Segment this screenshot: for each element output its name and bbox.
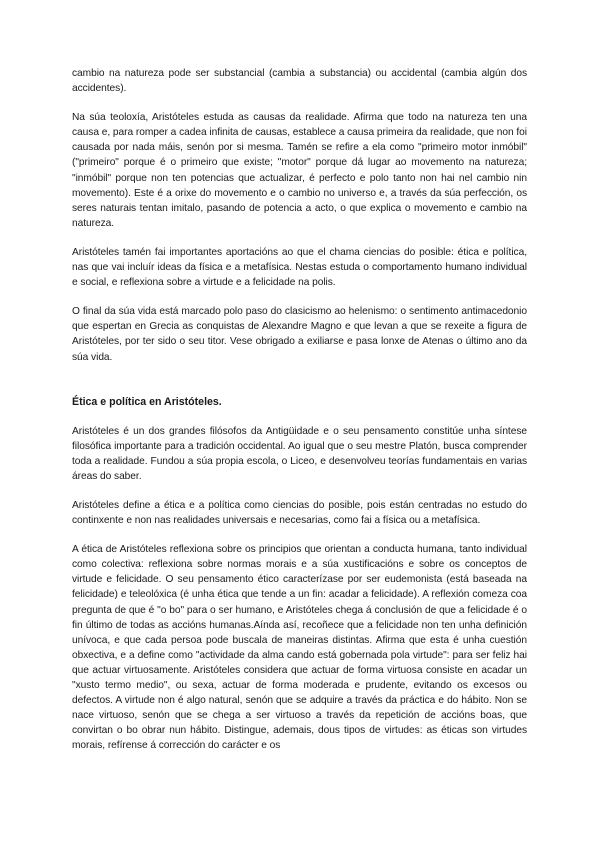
paragraph-ethics-of-aristotle: A ética de Aristóteles reflexiona sobre os principios que orientan a conducta humana, tanto individual como colectiva: reflexiona sobre normas morais e a súa xustificacións e sobre os conceptos de virtude e felicidade. O seu pensamento ético caracterízase por ser eudemonista (está baseada na felicidade) e teleolóxica (é unha ética que tende a un fin: acadar a felicidade). A reflexión comeza coa pregunta de que é "o bo" para o ser humano, e Aristóteles chega á conclusión de que a felicidade é o fin último de todas as accións humanas.Aínda así, recoñece que a felicidade non ten unha definición unívoca, e que cada persoa pode buscala de maneiras distintas. Afirma que esta é unha cuestión obxectiva, e a define como "actividade da alma cando está gobernada pola virtude": para ser feliz hai que actuar virtuosamente. Aristóteles considera que actuar de forma virtuosa consiste en acadar un "xusto termo medio", ou sexa, actuar de forma moderada e prudente, evitando os excesos ou defectos. A virtude non é algo natural, senón que se adquire a través da práctica e do hábito. Non se nace virtuoso, senón que se chega a ser virtuoso a través da repetición de accións boas, que convirtan o bo obrar nun hábito. Distingue, ademais, dous tipos de virtudes: as éticas son virtudes morais, refírense á corrección do carácter e os: [72, 544, 527, 752]
paragraph-aristotle-intro: Aristóteles é un dos grandes filósofos da Antigüidade e o seu pensamento constitúe unha síntese filosófica importante para a tradición occidental. Ao igual que o seu mestre Platón, busca comprender toda a realidade. Fundou a súa propia escola, o Liceo, e desenvolveu teorías fundamentais en varias áreas do saber.: [72, 425, 527, 482]
paragraph-end-of-life: O final da súa vida está marcado polo paso do clasicismo ao helenismo: o sentimento antimacedonio que espertan en Grecia as conquistas de Alexandre Magno e que levan a que se rexeite a figura de Aristóteles, por ter sido o seu titor. Vese obrigado a exiliarse e pasa lonxe de Atenas o último ano da súa vida.: [72, 306, 527, 363]
paragraph-theology: Na súa teoloxía, Aristóteles estuda as causas da realidade. Afirma que todo na natureza ten una causa e, para romper a cadea infinita de causas, establece a causa primeira da realidade, que non foi causada por nada máis, senón por si mesma. Tamén se refire a ela como "primeiro motor inmóbil" ("primeiro" porque é o primeiro que existe; "motor" porque dá lugar ao movemento na natureza; "inmóbil" porque non ten potencias que actualizar, é perfecto e polo tanto non hai nel cambio nin movemento). Este é a orixe do movemento e o cambio no universo e, a través da súa perfección, os seres naturais tentan imitalo, pasando de potencia a acto, o que explica o movemento e cambio na natureza.: [72, 112, 527, 229]
paragraph-ethics-politics-definition: Aristóteles define a ética e a política como ciencias do posible, pois están centradas no estudo do continxente e non nas realidades universais e necesarias, como fai a física ou a metafísica.: [72, 499, 527, 527]
paragraph-sciences-of-possible: Aristóteles tamén fai importantes aportacións ao que el chama ciencias do posible: ética e política, nas que vai incluír ideas da física e a metafísica. Nestas estuda o comportamento humano individual e social, e reflexiona sobre a virtude e a felicidade na polis.: [72, 246, 527, 289]
paragraph-change-in-nature: cambio na natureza pode ser substancial (cambia a substancia) ou accidental (cambia algún dos accidentes).: [72, 68, 527, 95]
section-heading: Ética e política en Aristóteles.: [72, 395, 222, 408]
document-page: [72, 66, 527, 767]
